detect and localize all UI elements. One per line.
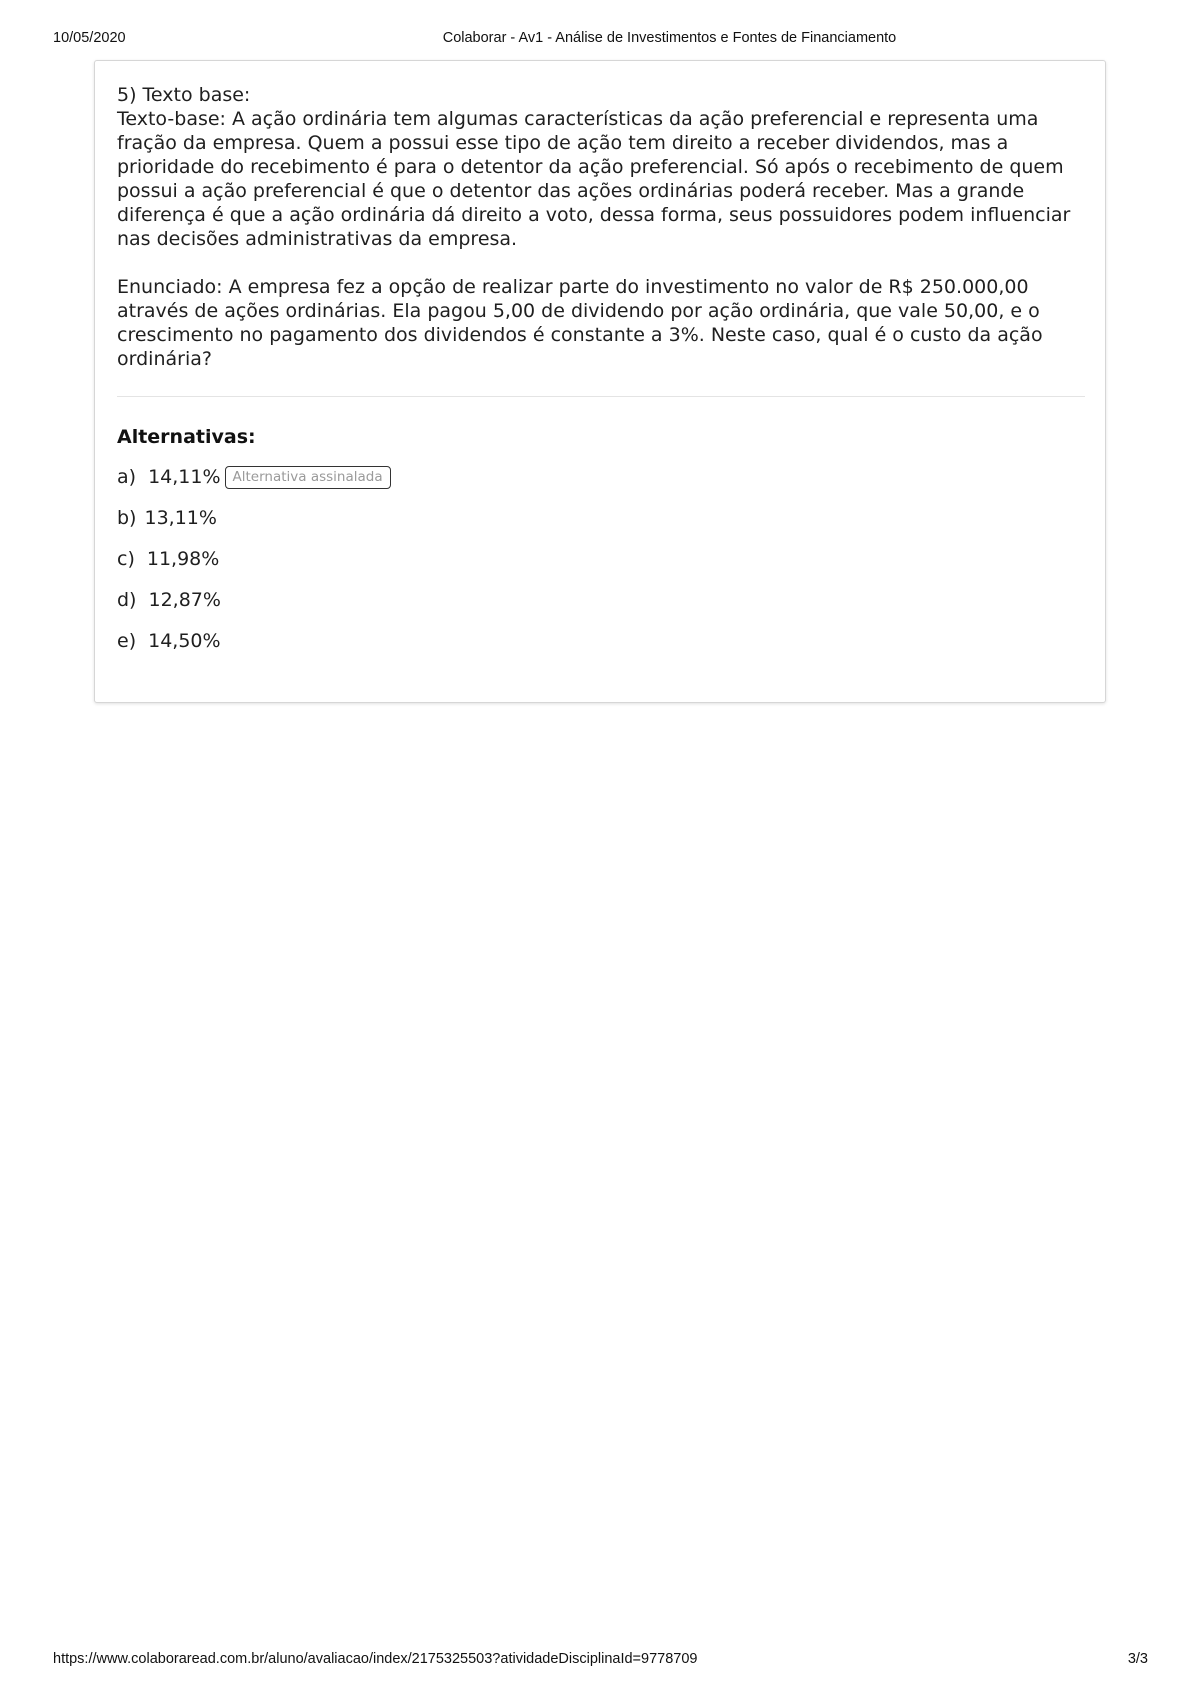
- alternative-a[interactable]: [117, 465, 1085, 489]
- alternative-letter: c): [117, 548, 135, 570]
- alternative-c[interactable]: [117, 547, 1085, 571]
- alternative-value: 11,98%: [146, 548, 220, 570]
- alternatives-list: [117, 465, 1085, 653]
- question-enunciado: Enunciado: A empresa fez a opção de realizar parte do investimento no valor de R$ 250.000,00 através de ações ordinárias. Ela pagou 5,00 de dividendo por ação ordinária, que vale 50,00, e o crescimento no pagamento dos dividendos é constante a 3%. Neste caso, qual é o custo da ação ordinária?: [117, 276, 1043, 370]
- alternative-value: 12,87%: [148, 589, 221, 611]
- print-page-title: Colaborar - Av1 - Análise de Investimentos e Fontes de Financiamento: [442, 30, 897, 46]
- divider: [117, 396, 1085, 397]
- alternative-letter: b): [117, 507, 137, 529]
- alternative-value: 14,11%: [148, 466, 221, 488]
- question-title: 5) Texto base:: [117, 84, 251, 106]
- alternative-letter: a): [117, 466, 137, 488]
- question-base-text: Texto-base: A ação ordinária tem algumas características da ação preferencial e representa uma fração da empresa. Quem a possui esse tipo de ação tem direito a receber dividendos, mas a prioridade do recebimento é para o detentor da ação preferencial. Só após o recebimento de quem possui a ação preferencial é que o detentor das ações ordinárias poderá receber. Mas a grande diferença é que a ação ordinária dá direito a voto, dessa forma, seus possuidores podem influenciar nas decisões administrativas da empresa.: [117, 108, 1071, 250]
- print-url: https://www.colaboraread.com.br/aluno/avaliacao/index/2175325503?atividadeDisciplinaId=9778709: [53, 1651, 698, 1667]
- selected-alternative-badge: Alternativa assinalada: [225, 466, 391, 489]
- print-page-number: 3/3: [1127, 1651, 1148, 1667]
- alternatives-heading: Alternativas:: [117, 426, 256, 448]
- question-card: [94, 60, 1106, 703]
- print-footer: [0, 1651, 1190, 1671]
- alternative-b[interactable]: [117, 506, 1085, 530]
- alternative-value: 13,11%: [144, 507, 217, 529]
- alternative-value: 14,50%: [148, 630, 221, 652]
- alternative-letter: e): [117, 630, 137, 652]
- alternative-d[interactable]: [117, 588, 1085, 612]
- question-content: [117, 83, 1085, 670]
- alternative-letter: d): [117, 589, 137, 611]
- alternative-e[interactable]: [117, 629, 1085, 653]
- print-header: [0, 30, 1190, 50]
- print-date: 10/05/2020: [53, 30, 126, 46]
